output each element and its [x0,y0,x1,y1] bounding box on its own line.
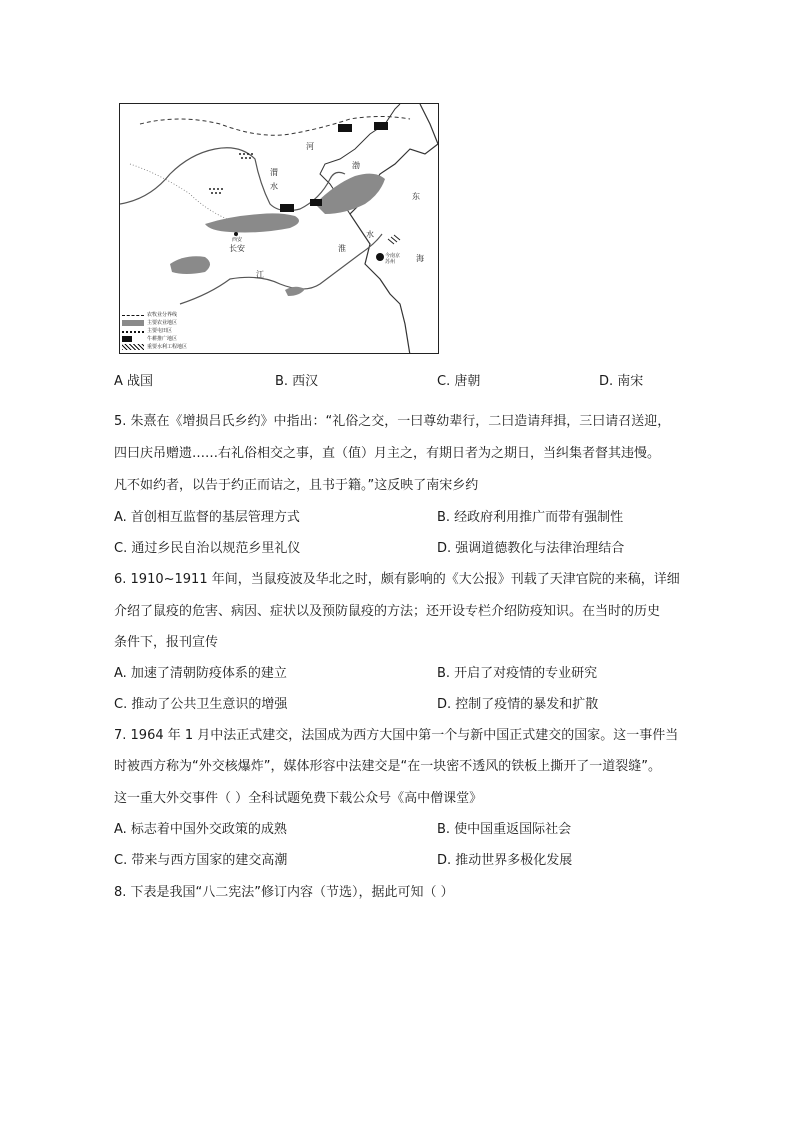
q5-option-d: D. 强调道德教化与法律治理结合 [437,541,625,556]
map-label-hai: 海 [416,254,424,263]
ox-icon [122,336,132,342]
legend-label: 重要水利工程地区 [147,344,188,350]
q5-stem-line: 四曰庆吊赠遗……右礼俗相交之事，直（值）月主之，有期日者为之期日，当纠集者督其违慢。 [114,446,661,461]
q7-option-d: D. 推动世界多极化发展 [437,853,573,868]
map-legend [122,311,218,351]
q5-option-b: B. 经政府利用推广而带有强制性 [437,510,624,525]
map-label-wei: 渭 [270,168,278,177]
map-city-nanjing-suzhou: 今南京苏州 [385,253,401,265]
map-city-changan: 长安 [229,244,245,253]
map-label-jiang: 江 [256,270,264,279]
q7-stem-line: 时被西方称为“外交核爆炸”，媒体形容中法建交是“在一块密不透风的铁板上撕开了一道裂缝”。 [114,759,661,774]
map-city-xian: 西安 [232,237,243,243]
legend-row [122,319,218,327]
legend-row [122,311,218,319]
map-label-huai: 淮 [338,244,346,253]
legend-gray-swatch [122,320,144,326]
q6-stem-line: 介绍了鼠疫的危害、病因、症状以及预防鼠疫的方法；还开设专栏介绍防疫知识。在当时的历史 [114,604,661,619]
q6-stem-line: 6. 1910~1911 年间，当鼠疫波及华北之时，颇有影响的《大公报》刊载了天津官院的来稿，详细 [114,572,680,587]
map-label-shui-2: 水 [366,230,374,239]
q7-stem-line: 这一重大外交事件（ ）全科试题免费下载公众号《高中僧课堂》 [114,791,483,806]
legend-row [122,343,218,351]
q7-option-b: B. 使中国重返国际社会 [437,822,572,837]
legend-dot-swatch [122,331,144,333]
q7-option-c: C. 带来与西方国家的建交高潮 [114,853,288,868]
q6-option-b: B. 开启了对疫情的专业研究 [437,666,598,681]
legend-dash-swatch [122,315,144,316]
legend-row [122,327,218,335]
q6-stem-line: 条件下，报刊宣传 [114,635,219,650]
legend-row [122,335,218,343]
q6-option-a: A. 加速了清朝防疫体系的建立 [114,666,287,681]
map-label-shui: 水 [270,182,278,191]
q7-stem-line: 7. 1964 年 1 月中法正式建交，法国成为西方大国中第一个与新中国正式建交的国家。这一事件当 [114,728,679,743]
q4-option-c: C. 唐朝 [437,374,481,389]
q5-stem-line: 5. 朱熹在《增损吕氏乡约》中指出：“礼俗之交，一曰尊幼辈行，二曰造请拜揖，三曰请召送迎， [114,414,671,429]
q7-option-a: A. 标志着中国外交政策的成熟 [114,822,287,837]
history-map-figure [119,103,439,354]
q6-option-d: D. 控制了疫情的暴发和扩散 [437,697,599,712]
legend-label: 主要屯田区 [147,328,173,334]
q4-option-a: A 战国 [114,374,154,389]
legend-hatch-swatch [122,344,144,350]
q5-option-a: A. 首创相互监督的基层管理方式 [114,510,300,525]
q4-option-b: B. 西汉 [275,374,319,389]
q8-stem-line: 8. 下表是我国“八二宪法”修订内容（节选），据此可知（ ） [114,885,454,900]
map-label-he: 河 [306,142,314,151]
map-label-dong: 东 [412,192,420,201]
q5-option-c: C. 通过乡民自治以规范乡里礼仪 [114,541,301,556]
map-label-bo: 渤 [352,161,360,170]
q5-stem-line: 凡不如约者，以告于约正而诘之，且书于籍。”这反映了南宋乡约 [114,478,479,493]
legend-label: 牛耕推广地区 [147,336,178,342]
legend-label: 农牧业分界线 [147,312,178,318]
q6-option-c: C. 推动了公共卫生意识的增强 [114,697,288,712]
legend-label: 主要农业地区 [147,320,178,326]
q4-option-d: D. 南宋 [599,374,644,389]
